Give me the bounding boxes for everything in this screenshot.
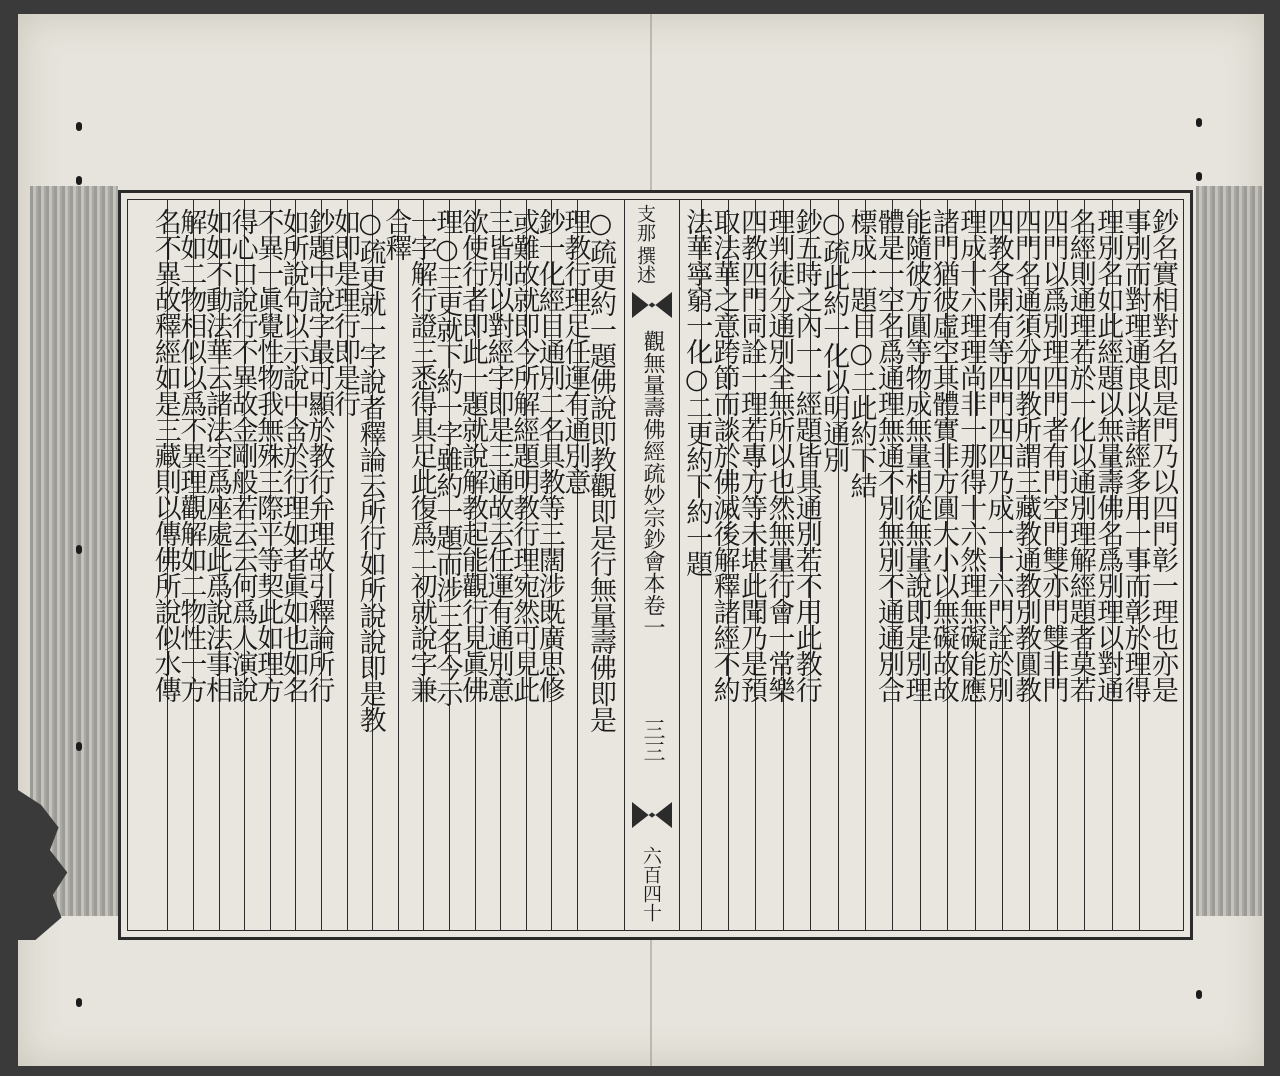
fish-tail-mark-bottom <box>632 802 672 828</box>
fish-tail-mark-top <box>632 292 672 318</box>
author-line-1: 支那 <box>634 204 656 242</box>
column-text: 標成一題目○二此約下結 <box>845 208 877 498</box>
folio-number: 六百四十 <box>640 846 662 922</box>
left-bleed-through <box>30 186 118 916</box>
column-text: 不異一眞覺性物我無殊三際平等契此如理方 <box>252 208 284 702</box>
binding-hole <box>76 545 82 554</box>
column-text: 鈔題中說字最可顯於教行弁理故引釋論所行 <box>303 208 335 702</box>
column-text: 諸門猶彼虛空其體實非方圓大小以無礙故故 <box>927 208 959 702</box>
column-text: 能隨彼方圓等物成無量相從無量說即是別理 <box>900 208 932 702</box>
text-column <box>143 208 187 922</box>
column-text: 合釋 <box>380 208 412 260</box>
column-text: 理別名如此經題以無量壽佛名爲別理以對通 <box>1092 208 1124 702</box>
page-number: 三三 <box>640 718 665 762</box>
column-text: 體是一空名爲通理無通不別無別不通通別合 <box>873 208 904 702</box>
binding-hole <box>1196 172 1202 181</box>
column-text: 四門以爲別理四門者有門空門雙亦門雙非門 <box>1037 208 1069 702</box>
book-title: 觀無量壽佛經疏妙宗鈔會本卷一 <box>640 330 665 638</box>
column-text: 鈔一化經目通別二名具教等三闊涉既廣思修 <box>533 208 565 702</box>
column-text: ○疏更就一字說者釋論云所行如所說說即是教 <box>354 208 386 732</box>
binding-hole <box>1196 990 1202 999</box>
column-text: 四教四門同詮一理若專方等未堪此聞乃是預 <box>736 208 767 702</box>
column-text: 鈔名實相對名即是門乃以四門彰一理也亦是 <box>1147 208 1178 702</box>
column-text: 理教行理足任運有通別意 <box>559 208 591 494</box>
column-text: 或難故就即今所解經題明教行理宛然可見此 <box>508 208 540 702</box>
column-text: 解如二物相似以爲不異理觀解如二物性一方 <box>175 208 207 702</box>
column-text: 得心口說行不異故金剛般若云云何爲人演說 <box>226 208 258 702</box>
right-bleed-through <box>1196 186 1262 916</box>
inner-border <box>127 199 1184 931</box>
column-text: 如即是理行即是行 <box>329 208 360 416</box>
column-text: 如如不動法華云諸法空爲座處此爲說法事相 <box>201 208 232 702</box>
column-text: 鈔五時之內一一經題皆具通別若不用此教行 <box>790 208 822 702</box>
column-text: 名經則通理若於一化以通別理解經題者莫若 <box>1064 208 1096 702</box>
column-text: 三皆別以對經字即是三通故云任運有通別意 <box>482 208 514 702</box>
binding-hole <box>76 122 82 131</box>
column-text: 四門名通須分四教所謂三藏教通教別教圓教 <box>1010 208 1041 702</box>
binding-hole <box>76 176 82 185</box>
column-text: 取法華之意跨節而談於佛滅後解釋諸經不約 <box>708 208 740 702</box>
column-text: 欲使行者即此一題就說解教起能觀行見眞佛 <box>457 208 488 702</box>
column-text: 法華寧窮一化○二更約下約一題 <box>681 208 713 576</box>
column-text: 如所說句以示說中含於行理如者眞如也如名 <box>277 208 309 702</box>
binding-hole <box>76 998 82 1007</box>
column-text: 一字解行證三悉得具足此復爲二初就說字兼 <box>405 208 437 702</box>
author-mark <box>636 204 670 288</box>
binding-hole <box>1196 118 1202 127</box>
column-text: 事別而對理通良以諸經多用一事而彰於理得 <box>1119 208 1151 702</box>
column-text: 理○三更就下約一字雖約一題而涉三名今示 <box>431 208 463 706</box>
column-text: ○疏更約一題佛說即教觀即是行無量壽佛即是 <box>585 208 616 732</box>
column-text: 理成十六理理尚非一那得十六然理無礙能應 <box>955 208 987 702</box>
column-text: 四教各開有等四門四四乃成一十六門詮於別 <box>982 208 1014 702</box>
column-text: 名不異故釋經如是三藏則以傳佛所說似水傳 <box>149 208 181 702</box>
column-text: 理判徒分通別全無所以也然無量行會一常樂 <box>763 208 795 702</box>
printed-frame <box>118 190 1193 940</box>
column-text: ○疏此約一化以明通別 <box>818 208 850 472</box>
author-line-2: 撰述 <box>634 246 656 284</box>
binding-hole <box>76 742 82 751</box>
center-column <box>624 200 680 930</box>
text-column <box>674 208 718 922</box>
